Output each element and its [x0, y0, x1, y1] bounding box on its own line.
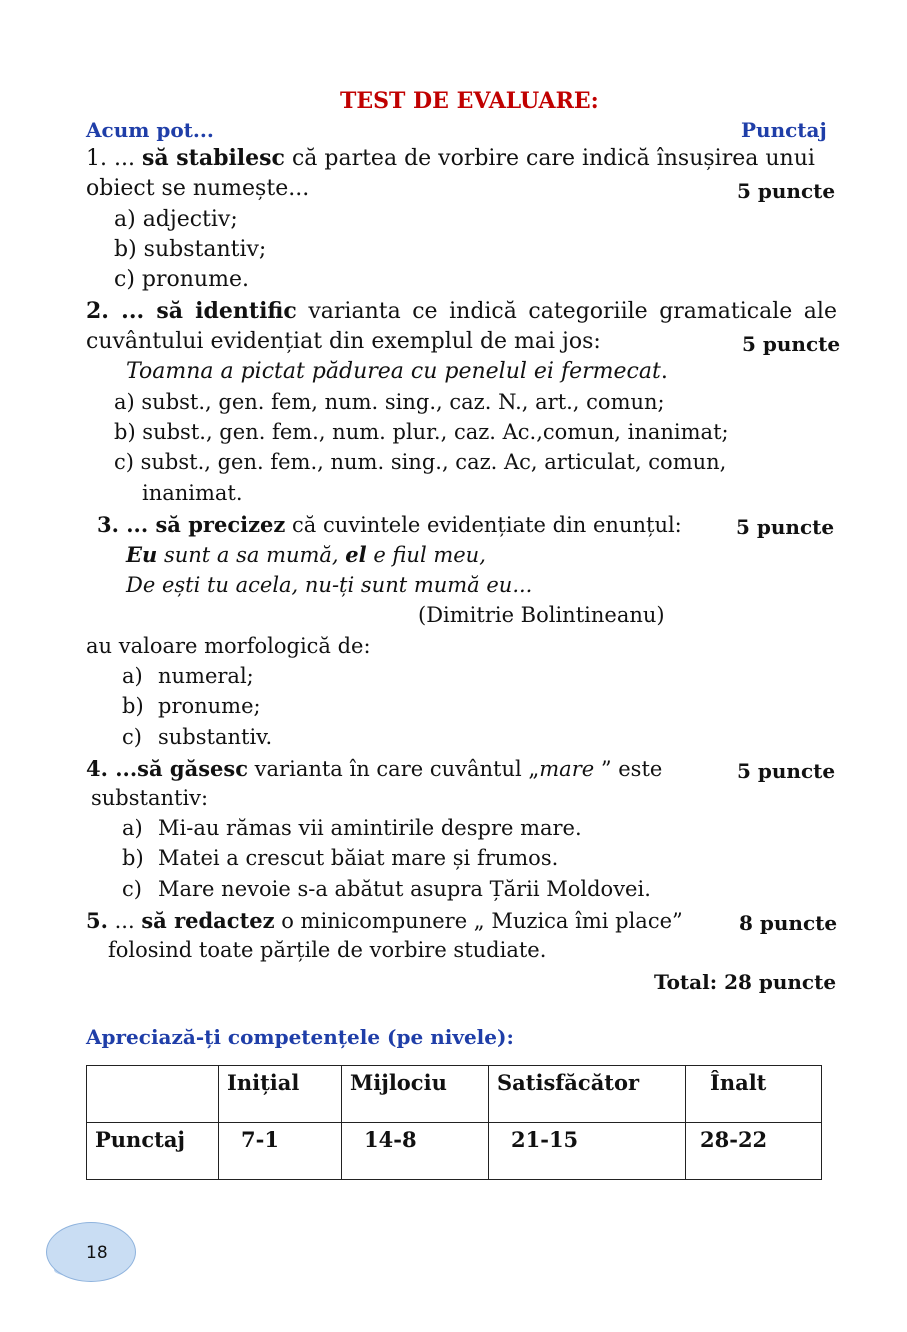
- table-cell: 14-8: [342, 1123, 489, 1180]
- q2-text-line2: cuvântului evidențiat din exemplul de mai jos:: [86, 329, 601, 354]
- table-header-row: [87, 1066, 822, 1123]
- q3-after-text: au valoare morfologică de:: [86, 634, 371, 658]
- q5-text-line2: folosind toate părțile de vorbire studiate.: [108, 938, 547, 962]
- levels-table: [86, 1065, 822, 1180]
- q4-points: 5 puncte: [737, 759, 836, 783]
- q1-key: să stabilesc: [141, 145, 285, 171]
- q4-word: mare: [539, 757, 595, 781]
- q1-number: 1. ...: [86, 146, 142, 171]
- q5-text: o minicompunere „ Muzica îmi place”: [274, 909, 683, 933]
- question-4: [86, 756, 662, 781]
- q2-option-c-cont: inanimat.: [142, 481, 243, 505]
- q1-option-b: b) substantiv;: [114, 237, 267, 262]
- table-cell: 7-1: [219, 1123, 342, 1180]
- q5-number: 5.: [86, 908, 108, 933]
- q3-option-a-letter: a): [122, 664, 143, 688]
- q3-option-b-text: pronume;: [158, 694, 261, 718]
- q4-option-a-letter: a): [122, 816, 143, 840]
- q4-text-a: varianta în care cuvântul „: [248, 757, 540, 781]
- q4-text-line2: substantiv:: [91, 786, 209, 810]
- q1-option-a: a) adjectiv;: [114, 207, 238, 232]
- q3-verse-mid: sunt a sa mumă,: [157, 543, 346, 567]
- q1-text-line2: obiect se numește...: [86, 176, 310, 201]
- punctaj-heading: Punctaj: [741, 118, 827, 142]
- q3-option-c-letter: c): [122, 725, 142, 749]
- question-3: [97, 512, 682, 537]
- q3-key: să precizez: [155, 512, 286, 537]
- table-header-cell: [87, 1066, 219, 1123]
- table-header-cell: Satisfăcător: [489, 1066, 686, 1123]
- q5-key: să redactez: [141, 908, 275, 933]
- q2-example: [126, 359, 668, 384]
- q4-option-b-text: Matei a crescut băiat mare și frumos.: [158, 846, 559, 870]
- q3-verse-end: e fiul meu,: [366, 543, 486, 567]
- table-cell: 28-22: [686, 1123, 822, 1180]
- q2-points: 5 puncte: [742, 332, 841, 356]
- table-cell: 21-15: [489, 1123, 686, 1180]
- q4-option-a-text: Mi-au rămas vii amintirile despre mare.: [158, 816, 582, 840]
- q3-author: (Dimitrie Bolintineanu): [418, 603, 665, 627]
- q2-key: să identific: [156, 298, 297, 324]
- q2-option-c: c) subst., gen. fem., num. sing., caz. Ac, articulat, comun,: [114, 450, 727, 474]
- q1-option-c: c) pronume.: [114, 267, 249, 292]
- acum-pot-heading: Acum pot...: [86, 118, 214, 142]
- q3-verse-word-el: el: [345, 542, 367, 567]
- question-1: [86, 145, 815, 171]
- table-header-cell: Înalt: [686, 1066, 822, 1123]
- q4-key: să găsesc: [137, 756, 248, 781]
- q4-text-b: ” este: [594, 757, 663, 781]
- q2-example-text: Toamna a pictat pădurea cu penelul ei fermecat: [126, 359, 661, 384]
- q4-option-c-letter: c): [122, 877, 142, 901]
- table-header-cell: Inițial: [219, 1066, 342, 1123]
- q4-option-b-letter: b): [122, 846, 144, 870]
- q2-number: 2. ...: [86, 298, 157, 324]
- q1-text: că partea de vorbire care indică însușirea unui: [284, 146, 815, 171]
- q3-text: că cuvintele evidențiate din enunțul:: [285, 513, 682, 537]
- q3-verse-2: De ești tu acela, nu-ți sunt mumă eu...: [126, 573, 533, 597]
- table-cell: Punctaj: [87, 1123, 219, 1180]
- q3-option-c-text: substantiv.: [158, 725, 273, 749]
- q5-pre: ...: [107, 909, 142, 933]
- q4-option-c-text: Mare nevoie s-a abătut asupra Țării Moldovei.: [158, 877, 651, 901]
- q3-option-b-letter: b): [122, 694, 144, 718]
- q3-option-a-text: numeral;: [158, 664, 254, 688]
- q5-points: 8 puncte: [739, 911, 838, 935]
- question-2: [86, 298, 837, 324]
- q2-text: varianta ce indică categoriile gramaticale ale: [296, 299, 837, 324]
- page-number: 18: [86, 1243, 108, 1263]
- table-row: [87, 1123, 822, 1180]
- question-5: [86, 908, 683, 933]
- q3-number: 3. ...: [97, 512, 156, 537]
- test-title: TEST DE EVALUARE:: [340, 88, 599, 114]
- q3-verse-word-eu: Eu: [126, 542, 158, 567]
- q1-points: 5 puncte: [737, 179, 836, 203]
- q2-option-b: b) subst., gen. fem., num. plur., caz. Ac.,comun, inanimat;: [114, 420, 729, 444]
- q4-number: 4. ...: [86, 756, 138, 781]
- total-points: Total: 28 puncte: [654, 970, 837, 994]
- levels-heading: Apreciază-ți competențele (pe nivele):: [86, 1025, 514, 1049]
- q2-example-end: .: [660, 359, 668, 384]
- q3-points: 5 puncte: [736, 515, 835, 539]
- q2-option-a: a) subst., gen. fem, num. sing., caz. N., art., comun;: [114, 390, 665, 414]
- q3-verse-1: [126, 542, 486, 567]
- table-header-cell: Mijlociu: [342, 1066, 489, 1123]
